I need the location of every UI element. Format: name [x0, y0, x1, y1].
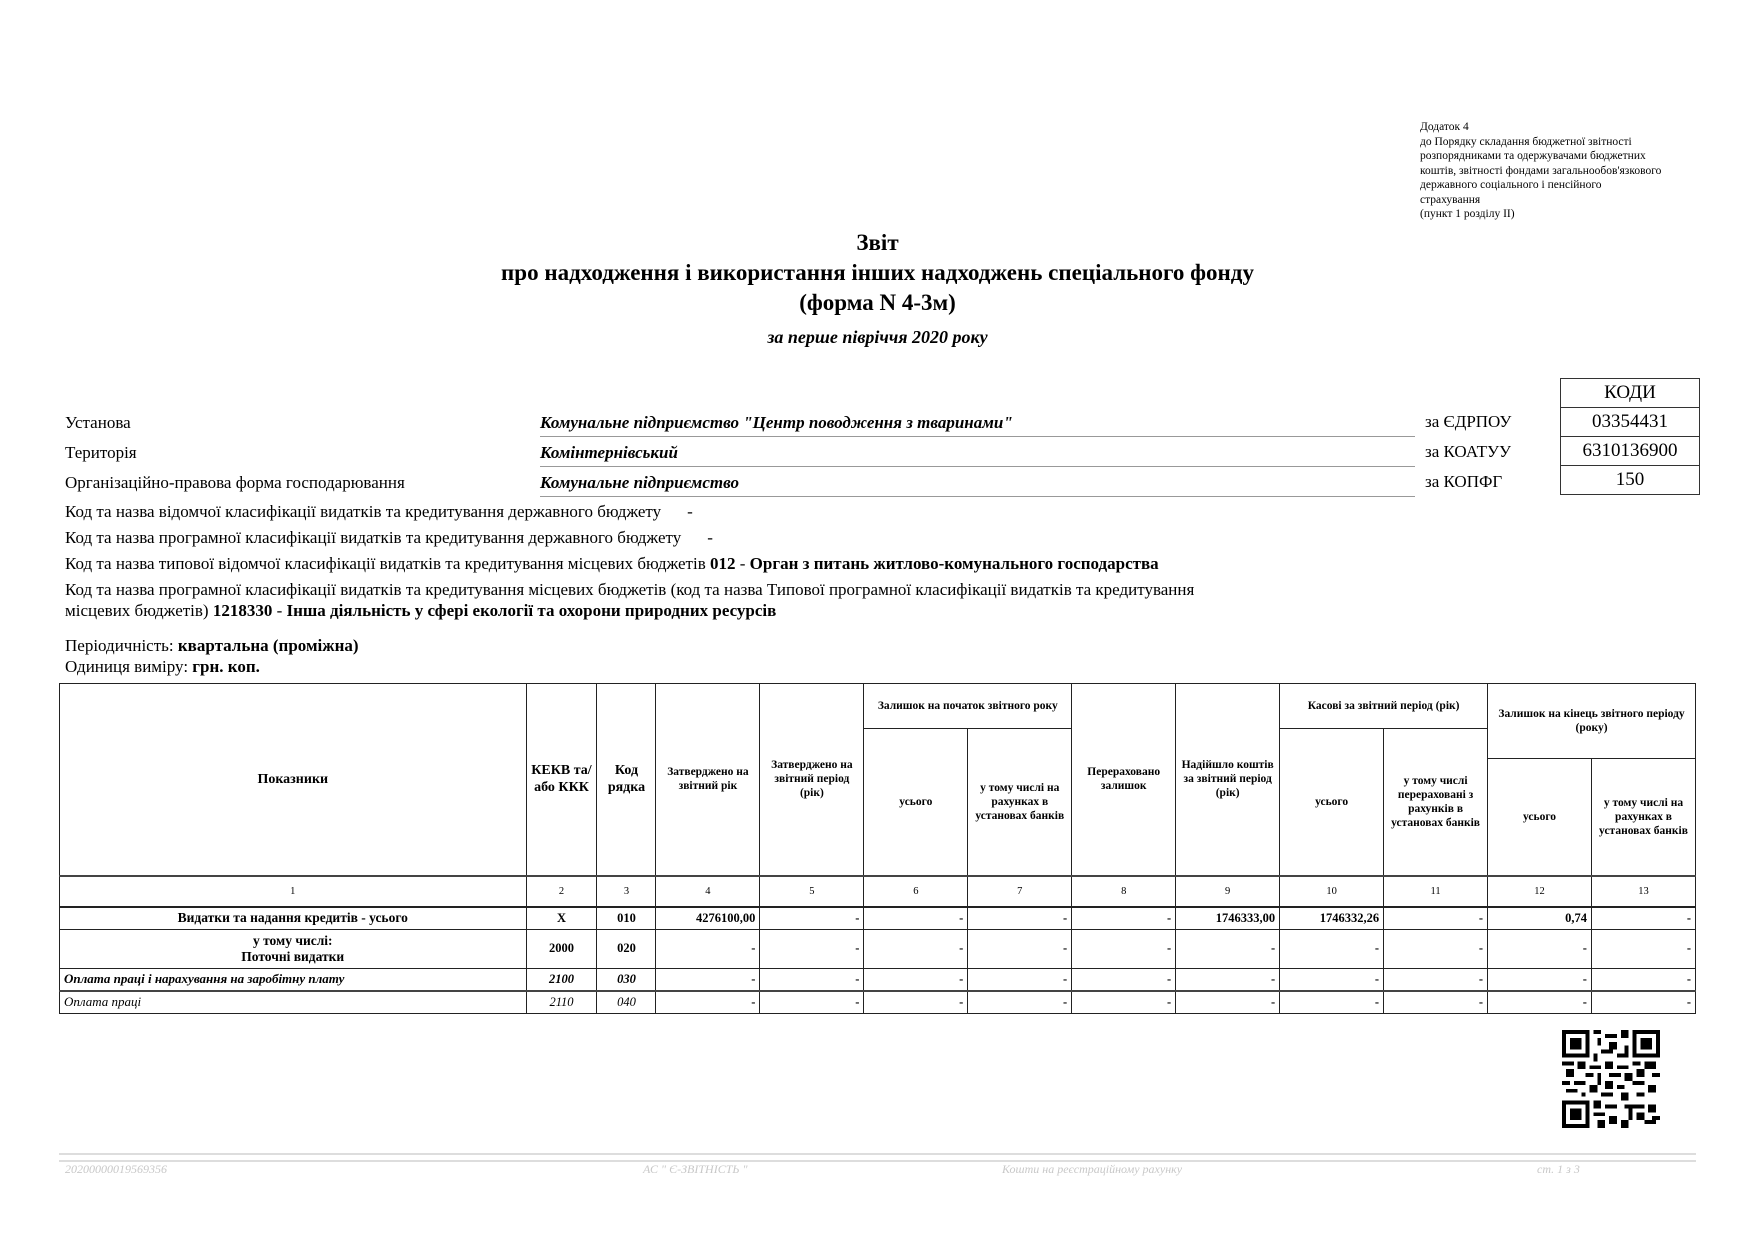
table-row — [60, 907, 1696, 930]
col-cash: Касові за звітний період (рік) — [1280, 684, 1488, 729]
footer-account: Кошти на реєстраційному рахунку — [1002, 1162, 1183, 1176]
cell-value: - — [968, 968, 1072, 991]
report-period: за перше півріччя 2020 року — [767, 327, 988, 347]
local-prog-classification-line1 — [65, 580, 1194, 600]
row-kekv: 2000 — [526, 929, 597, 968]
unit-of-measure — [65, 657, 260, 677]
state-prog-label: Код та назва програмної класифікації видатків та кредитування державного бюджету — [65, 528, 682, 547]
column-number: 7 — [968, 876, 1072, 907]
state-dept-label: Код та назва відомчої класифікації видатків та кредитування державного бюджету — [65, 502, 662, 521]
appendix-line: страхування — [1420, 193, 1481, 206]
qr-code-icon — [1562, 1030, 1660, 1128]
cell-value: - — [760, 991, 864, 1014]
local-dept-name: Орган з питань житлово-комунального господарства — [749, 554, 1159, 573]
local-dept-label: Код та назва типової відомчої класифікації видатків та кредитування місцевих бюджетів — [65, 554, 706, 573]
col-balance-start-total: усього — [864, 729, 968, 876]
cell-value: - — [760, 968, 864, 991]
codes-header: КОДИ — [1561, 379, 1700, 408]
cell-value: 4276100,00 — [656, 907, 760, 930]
cell-value: - — [968, 929, 1072, 968]
edrpou-label: за ЄДРПОУ — [1425, 412, 1512, 431]
col-cash-banks: у тому числі перераховані з рахунків в установах банків — [1384, 729, 1488, 876]
appendix-line: коштів, звітності фондами загальнообов'язкового — [1420, 164, 1662, 177]
appendix-line: Додаток 4 — [1420, 121, 1469, 133]
col-balance-end-total: усього — [1488, 759, 1592, 876]
separator: - — [735, 554, 750, 573]
cell-value: 1746333,00 — [1176, 907, 1280, 930]
kopfg-code: 150 — [1561, 466, 1700, 495]
column-number: 3 — [597, 876, 656, 907]
row-name: Видатки та надання кредитів - усього — [60, 907, 527, 930]
row-code: 020 — [597, 929, 656, 968]
state-prog-value: - — [707, 528, 713, 547]
cell-value: - — [1384, 968, 1488, 991]
cell-value: - — [1280, 991, 1384, 1014]
row-code: 040 — [597, 991, 656, 1014]
column-number: 6 — [864, 876, 968, 907]
local-prog-label-2: місцевих бюджетів) — [65, 601, 209, 620]
row-name-line: у тому числі: — [252, 932, 333, 948]
appendix-line: державного соціального і пенсійного — [1420, 179, 1602, 191]
row-code: 010 — [597, 907, 656, 930]
cell-value: - — [1280, 929, 1384, 968]
column-number: 8 — [1072, 876, 1176, 907]
footer-system: АС " Є-ЗВІТНІСТЬ " — [643, 1162, 748, 1176]
cell-value: - — [1176, 991, 1280, 1014]
col-transferred-balance: Перераховано залишок — [1072, 684, 1176, 876]
column-number: 12 — [1488, 876, 1592, 907]
column-number: 10 — [1280, 876, 1384, 907]
local-dept-classification — [65, 554, 1159, 574]
row-name: Оплата праці — [60, 991, 527, 1014]
cell-value: - — [1488, 991, 1592, 1014]
kopfg-label: за КОПФГ — [1425, 472, 1503, 491]
territory-label: Територія — [65, 443, 137, 462]
row-code: 030 — [597, 968, 656, 991]
col-balance-start: Залишок на початок звітного року — [864, 684, 1072, 729]
cell-value: - — [864, 907, 968, 930]
report-title: Звіт — [856, 230, 899, 255]
state-prog-classification — [65, 528, 713, 548]
cell-value: - — [1384, 991, 1488, 1014]
local-prog-name: Інша діяльність у сфері екології та охорони природних ресурсів — [286, 601, 777, 620]
territory-value: Комінтернівський — [540, 443, 1415, 467]
footer-page-number: ст. 1 з 3 — [1537, 1162, 1580, 1176]
cell-value: - — [1591, 929, 1695, 968]
appendix-line: розпорядниками та одержувачами бюджетних — [1420, 150, 1646, 162]
cell-value: - — [656, 929, 760, 968]
col-balance-end-banks: у тому числі на рахунках в установах банків — [1591, 759, 1695, 876]
column-number: 1 — [60, 876, 527, 907]
institution-label: Установа — [65, 413, 131, 432]
col-approved-year: Затверджено на звітний рік — [656, 684, 760, 876]
unit-value: грн. коп. — [192, 657, 260, 676]
legal-form-value: Комунальне підприємство — [540, 473, 1415, 497]
row-name — [60, 929, 527, 968]
local-prog-code: 1218330 — [212, 601, 273, 620]
cell-value: - — [656, 968, 760, 991]
cell-value: - — [656, 991, 760, 1014]
report-form: (форма N 4-3м) — [799, 290, 956, 315]
periodicity — [65, 636, 359, 656]
local-prog-label-1: Код та назва програмної класифікації видатків та кредитування місцевих бюджетів (код та назва Типової програмної класифікації видатків та кредитування — [65, 580, 1195, 599]
legal-form-row — [65, 468, 1415, 498]
cell-value: - — [1384, 907, 1488, 930]
row-kekv: 2100 — [526, 968, 597, 991]
column-numbers-row — [60, 876, 1696, 907]
separator: - — [272, 601, 287, 620]
cell-value: - — [864, 929, 968, 968]
cell-value: - — [1488, 929, 1592, 968]
cell-value: - — [1591, 991, 1695, 1014]
col-balance-end: Залишок на кінець звітного періоду (року) — [1488, 684, 1696, 759]
cell-value: - — [1176, 929, 1280, 968]
column-number: 13 — [1591, 876, 1695, 907]
report-table — [59, 683, 1696, 1014]
footer-divider — [59, 1153, 1696, 1162]
report-title-block — [0, 228, 1755, 354]
col-received: Надійшло коштів за звітний період (рік) — [1176, 684, 1280, 876]
periodicity-value: квартальна (проміжна) — [177, 636, 359, 655]
cell-value: - — [864, 991, 968, 1014]
koatuu-code: 6310136900 — [1561, 437, 1700, 466]
cell-value: - — [1072, 968, 1176, 991]
cell-value: - — [1384, 929, 1488, 968]
col-indicators: Показники — [60, 684, 527, 876]
cell-value: - — [1072, 991, 1176, 1014]
column-number: 5 — [760, 876, 864, 907]
local-dept-code: 012 — [710, 554, 736, 573]
appendix-line: (пункт 1 розділу ІІ) — [1420, 208, 1515, 220]
appendix-note — [1420, 120, 1720, 222]
edrpou-code: 03354431 — [1561, 408, 1700, 437]
col-balance-start-banks: у тому числі на рахунках в установах банків — [968, 729, 1072, 876]
row-kekv: X — [526, 907, 597, 930]
row-kekv: 2110 — [526, 991, 597, 1014]
codes-table — [1560, 378, 1700, 495]
col-kekv: КЕКВ та/або ККК — [526, 684, 597, 876]
cell-value: - — [968, 907, 1072, 930]
column-number: 11 — [1384, 876, 1488, 907]
column-number: 4 — [656, 876, 760, 907]
cell-value: - — [1072, 907, 1176, 930]
cell-value: 1746332,26 — [1280, 907, 1384, 930]
cell-value: - — [760, 929, 864, 968]
koatuu-label: за КОАТУУ — [1425, 442, 1512, 461]
institution-value: Комунальне підприємство "Центр поводження з тваринами" — [540, 413, 1415, 437]
state-dept-value: - — [687, 502, 693, 521]
cell-value: - — [864, 968, 968, 991]
table-row — [60, 991, 1696, 1014]
table-row — [60, 968, 1696, 991]
col-cash-total: усього — [1280, 729, 1384, 876]
col-approved-period: Затверджено на звітний період (рік) — [760, 684, 864, 876]
col-row-code: Код рядка — [597, 684, 656, 876]
column-number: 2 — [526, 876, 597, 907]
cell-value: - — [1488, 968, 1592, 991]
cell-value: - — [1072, 929, 1176, 968]
local-prog-classification-line2 — [65, 601, 776, 621]
territory-row — [65, 438, 1415, 468]
unit-label: Одиниця виміру: — [65, 657, 193, 676]
report-subtitle: про надходження і використання інших надходжень спеціального фонду — [501, 260, 1254, 285]
table-row — [60, 929, 1696, 968]
row-name: Оплата праці і нарахування на заробітну плату — [60, 968, 527, 991]
cell-value: - — [1280, 968, 1384, 991]
row-name-line: Поточні видатки — [241, 948, 345, 964]
appendix-line: до Порядку складання бюджетної звітності — [1420, 135, 1632, 148]
footer-doc-id: 20200000019569356 — [65, 1162, 167, 1176]
cell-value: - — [760, 907, 864, 930]
periodicity-label: Періодичність: — [65, 636, 178, 655]
cell-value: - — [1176, 968, 1280, 991]
cell-value: - — [1591, 968, 1695, 991]
legal-form-label: Організаційно-правова форма господарювання — [65, 473, 405, 492]
cell-value: - — [1591, 907, 1695, 930]
state-dept-classification — [65, 502, 693, 522]
cell-value: 0,74 — [1488, 907, 1592, 930]
column-number: 9 — [1176, 876, 1280, 907]
cell-value: - — [968, 991, 1072, 1014]
institution-row — [65, 408, 1415, 438]
